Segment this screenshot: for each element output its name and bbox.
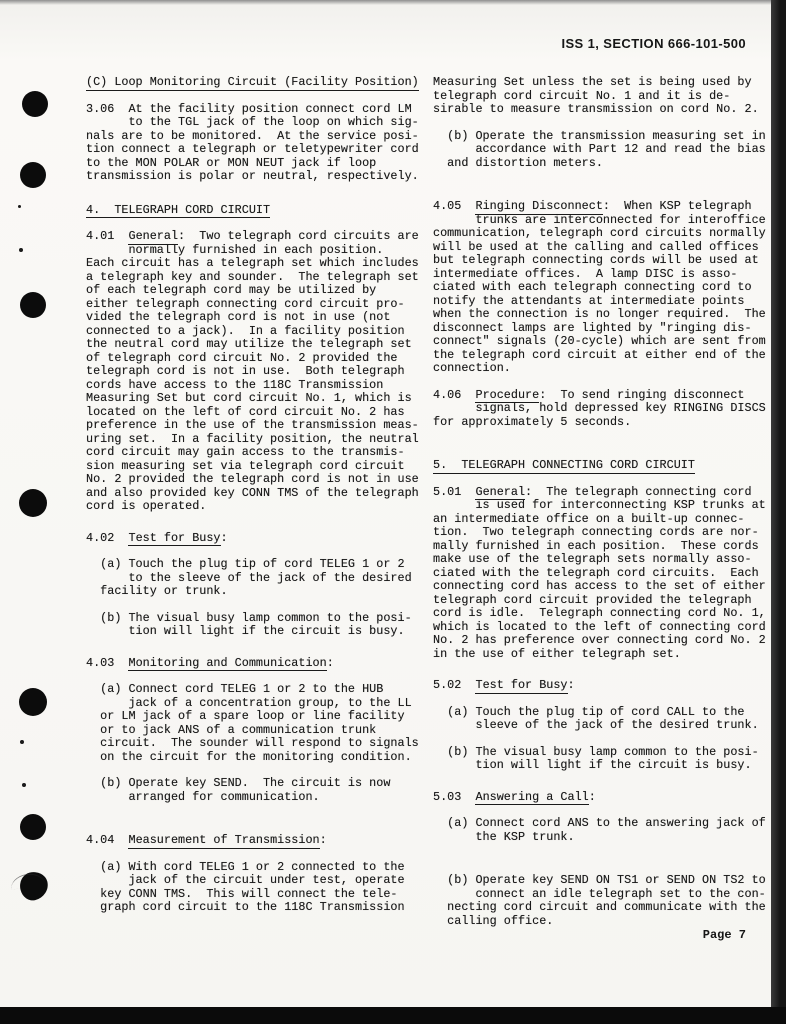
text-line: key CONN TMS. This will connect the tele- [86,886,398,901]
list-item [433,706,772,733]
list-item [86,861,425,915]
text-line: 4.02 Test for Busy: [86,530,228,545]
list-item [86,612,425,639]
paragraph-heading [86,532,425,546]
text-line: uring set. In a facility position, the neutral [86,431,419,446]
text-line: the KSP trunk. [433,829,575,844]
text-line: 4.04 Measurement of Transmission: [86,833,327,847]
text-line: No. 2 has preference over connecting cord No. 2 [433,633,766,647]
text-line: cords have access to the 118C Transmission [86,377,384,392]
text-line: No. 2 provided the telegraph cord is not in use [86,472,419,486]
text-line: notify the attendants at intermediate points [433,293,745,308]
paragraph-heading [86,834,425,848]
text-line: either telegraph connecting cord circuit pro- [86,296,405,311]
text-line: ciated with each telegraph connecting cord to [433,280,752,294]
text-line: graph cord circuit to the 118C Transmission [86,900,405,914]
text-line: Measuring Set but cord circuit No. 1, which is [86,391,412,405]
ink-speck [22,783,26,787]
paragraph [433,486,772,662]
text-line: 5. TELEGRAPH CONNECTING CORD CIRCUIT [433,458,695,472]
text-line: and also provided key CONN TMS of the telegraph [86,485,419,500]
text-line: tion will light if the circuit is busy. [433,758,752,772]
text-line: of each telegraph cord may be utilized by [86,283,377,297]
list-item [86,683,425,764]
issue-section-label: ISS 1, SECTION 666-101-500 [561,36,746,51]
text-line: tion connect a telegraph or teletypewriter cord [86,142,419,156]
paragraph [86,230,425,514]
text-line: jack of the circuit under test, operate [86,873,405,887]
text-line: 4.05 Ringing Disconnect: When KSP telegraph [433,199,752,213]
paragraph [433,200,772,376]
text-line: telegraph cord circuit No. 1 and it is de- [433,88,731,103]
text-line: 5.01 General: The telegraph connecting cord [433,484,752,499]
text-line: to the sleeve of the jack of the desired [86,570,412,585]
text-line: 5.02 Test for Busy: [433,678,575,692]
page-header [561,36,746,51]
text-line: or LM jack of a spare loop or line facility [86,709,405,723]
text-line: (b) Operate key SEND. The circuit is now [86,776,391,790]
text-line: connected to a jack). In a facility position [86,323,405,338]
text-line: arranged for communication. [86,789,320,804]
text-line: and distortion meters. [433,155,603,170]
text-line: in the use of either telegraph set. [433,646,681,661]
scan-right-edge [771,0,786,1024]
text-line: telegraph cord is not in use. Both telegraph [86,364,405,378]
text-line: 5.03 Answering a Call: [433,789,596,804]
left-column [86,76,425,928]
text-line: which is located to the left of connecting cord [433,619,766,634]
text-line: preference in the use of the transmission meas- [86,418,419,432]
text-line: 4.01 General: Two telegraph cord circuits are [86,229,419,243]
punch-dot-mark [20,292,46,318]
paragraph-heading [433,791,772,805]
text-line: (a) Touch the plug tip of cord TELEG 1 or 2 [86,557,405,571]
paragraph-continuation [433,76,772,117]
text-line: connecting cord has access to the set of either [433,579,766,593]
text-line: transmission is polar or neutral, respectively. [86,169,419,183]
ink-speck [18,205,21,208]
text-line: to the MON POLAR or MON NEUT jack if loop [86,155,377,170]
text-line: 4.06 Procedure: To send ringing disconnect [433,387,745,402]
text-line: (b) Operate key SEND ON TS1 or SEND ON TS2 to [433,873,766,887]
text-line: tion will light if the circuit is busy. [86,624,405,638]
text-line: telegraph cord circuit provided the telegraph [433,592,752,607]
text-line: sleeve of the jack of the desired trunk. [433,718,759,732]
page-number: Page 7 [702,928,746,942]
list-item [86,777,425,804]
text-line: cord is operated. [86,499,207,513]
text-line: signals, hold depressed key RINGING DISCS [433,401,766,415]
text-line: normally furnished in each position. [86,242,384,257]
text-line: nals are to be monitored. At the service posi- [86,128,419,143]
punch-dot-mark [19,688,47,716]
text-line: mally furnished in each position. These cords [433,538,759,553]
text-line: to the TGL jack of the loop on which sig- [86,115,419,129]
text-line: (b) The visual busy lamp common to the posi- [86,610,412,625]
text-line: 3.06 At the facility position connect cord LM [86,101,412,116]
text-line: (b) The visual busy lamp common to the posi- [433,744,759,759]
text-line: of telegraph cord circuit No. 2 provided the [86,350,398,365]
text-line: connection. [433,361,511,375]
text-line: connect" signals (20-cycle) which are sent from [433,334,766,348]
right-column [433,76,772,928]
text-line: (a) Connect cord ANS to the answering jack of [433,816,766,830]
text-line: tion. Two telegraph connecting cords are nor- [433,525,759,539]
text-line: calling office. [433,913,554,928]
ink-speck [19,248,23,252]
text-line: the telegraph cord circuit at either end of the [433,347,766,362]
text-line: communication, telegraph cord circuits normally [433,226,766,240]
text-line: an intermediate office on a built-up connec- [433,511,745,526]
ink-speck [20,740,24,744]
text-line: cord is idle. Telegraph connecting cord No. 1, [433,606,766,620]
punch-dot-mark [20,814,46,840]
text-line: circuit. The sounder will respond to signals [86,736,419,750]
text-line: sirable to measure transmission on cord No. 2. [433,102,759,116]
text-line: (a) Connect cord TELEG 1 or 2 to the HUB [86,682,384,696]
text-line: cord circuit may gain access to the transmis- [86,445,405,459]
list-item [433,874,772,928]
text-line: will be used at the calling and called offices [433,239,759,254]
text-line: disconnect lamps are lighted by "ringing dis- [433,320,752,335]
text-line: (a) With cord TELEG 1 or 2 connected to the [86,859,405,874]
scan-bottom-edge [0,1007,786,1024]
text-line: Measuring Set unless the set is being used by [433,75,752,89]
text-line: jack of a concentration group, to the LL [86,695,412,710]
text-line: 4. TELEGRAPH CORD CIRCUIT [86,202,271,217]
punch-dot-mark [20,162,46,188]
text-line: accordance with Part 12 and read the bias [433,142,766,156]
text-line: (b) Operate the transmission measuring set in [433,128,766,143]
text-line: ciated with the telegraph cord circuits. Each [433,565,759,580]
text-line: necting cord circuit and communicate with the [433,900,766,914]
text-line: make use of the telegraph sets normally asso- [433,552,752,566]
paragraph [86,103,425,184]
paragraph-heading [433,679,772,693]
text-line: or to jack ANS of a communication trunk [86,722,377,737]
text-line: connect an idle telegraph set to the con- [433,886,766,901]
text-columns [86,76,772,928]
list-item [433,746,772,773]
list-item [86,558,425,599]
text-line: the neutral cord may utilize the telegraph set [86,337,412,351]
text-line: when the connection is no longer required. The [433,307,766,321]
page-footer [703,928,746,942]
text-line: is used for interconnecting KSP trunks at [433,498,766,512]
punch-dot-mark [22,91,48,117]
punch-dot-mark [19,489,47,517]
text-line: trunks are interconnected for interoffice [433,212,766,227]
scan-top-edge [0,0,786,5]
text-line: (a) Touch the plug tip of cord CALL to the [433,704,745,719]
text-line: 4.03 Monitoring and Communication: [86,655,334,670]
list-item [433,817,772,844]
text-line: Each circuit has a telegraph set which includes [86,256,419,270]
paragraph-heading [86,657,425,671]
text-line: (C) Loop Monitoring Circuit (Facility Position) [86,75,419,89]
paragraph [433,389,772,430]
text-line: for approximately 5 seconds. [433,414,632,429]
text-line: intermediate offices. A lamp DISC is asso- [433,266,738,281]
subsection-heading [86,76,425,90]
section-heading [86,204,425,218]
section-heading [433,459,772,473]
text-line: located on the left of cord circuit No. 2 has [86,404,405,419]
text-line: but telegraph connecting cords will be used at [433,253,759,267]
text-line: on the circuit for the monitoring condition. [86,749,412,764]
text-line: a telegraph key and sounder. The telegraph set [86,269,419,284]
text-line: sion measuring set via telegraph cord circuit [86,458,405,473]
text-line: vided the telegraph cord is not in use (not [86,310,391,324]
list-item [433,130,772,171]
text-line: facility or trunk. [86,584,228,598]
